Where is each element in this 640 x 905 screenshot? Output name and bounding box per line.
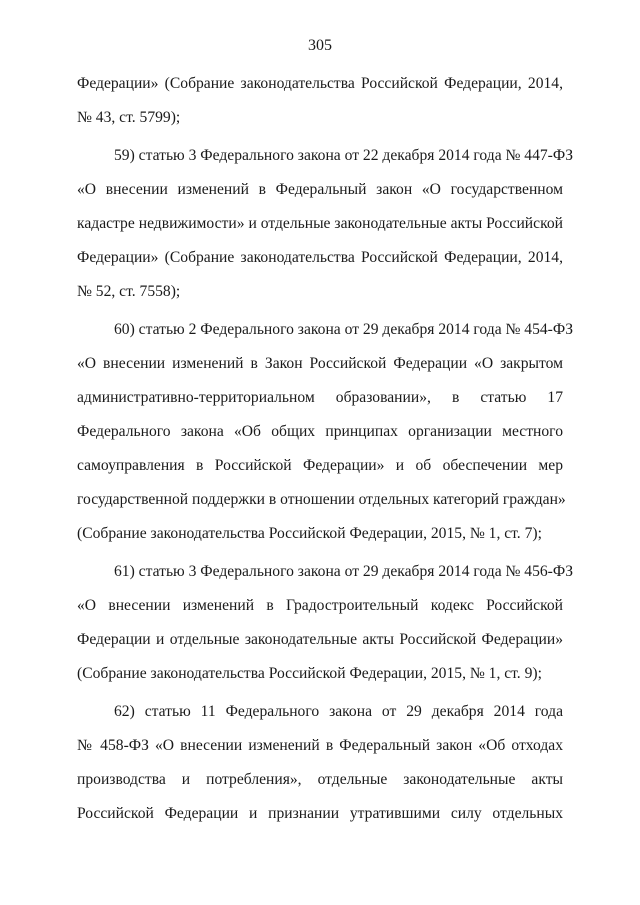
text-line: (Собрание законодательства Российской Федерации, 2015, № 1, ст. 9);: [77, 665, 542, 682]
text-line: 60) статью 2 Федерального закона от 29 декабря 2014 года № 454-ФЗ: [114, 321, 574, 338]
page-number: 305: [308, 37, 332, 54]
text-line: № 52, ст. 7558);: [77, 283, 181, 300]
text-line: № 43, ст. 5799);: [77, 109, 181, 126]
text-line: Федерального закона «Об общих принципах организации местного: [77, 423, 563, 440]
text-line: государственной поддержки в отношении отдельных категорий граждан»: [77, 491, 566, 508]
text-line: Федерации и отдельные законодательные акты Российской Федерации»: [77, 631, 563, 648]
text-line: Российской Федерации и признании утратившими силу отдельных: [77, 805, 563, 822]
text-line: 61) статью 3 Федерального закона от 29 декабря 2014 года № 456-ФЗ: [114, 563, 574, 580]
text-line: «О внесении изменений в Закон Российской Федерации «О закрытом: [77, 355, 563, 372]
text-line: «О внесении изменений в Федеральный закон «О государственном: [77, 181, 563, 198]
text-line: самоуправления в Российской Федерации» и об обеспечении мер: [77, 457, 563, 474]
text-line: административно-территориальном образовании», в статью 17: [77, 389, 563, 406]
text-line: производства и потребления», отдельные законодательные акты: [77, 771, 563, 788]
text-line: Федерации» (Собрание законодательства Российской Федерации, 2014,: [77, 249, 563, 266]
text-line: (Собрание законодательства Российской Федерации, 2015, № 1, ст. 7);: [77, 525, 542, 542]
text-line: кадастре недвижимости» и отдельные законодательные акты Российской: [77, 215, 563, 232]
text-line: № 458-ФЗ «О внесении изменений в Федеральный закон «Об отходах: [77, 737, 563, 754]
text-line: 62) статью 11 Федерального закона от 29 декабря 2014 года: [114, 703, 563, 720]
text-line: Федерации» (Собрание законодательства Российской Федерации, 2014,: [77, 75, 563, 92]
text-line: 59) статью 3 Федерального закона от 22 декабря 2014 года № 447-ФЗ: [114, 147, 574, 164]
text-line: «О внесении изменений в Градостроительный кодекс Российской: [77, 597, 563, 614]
